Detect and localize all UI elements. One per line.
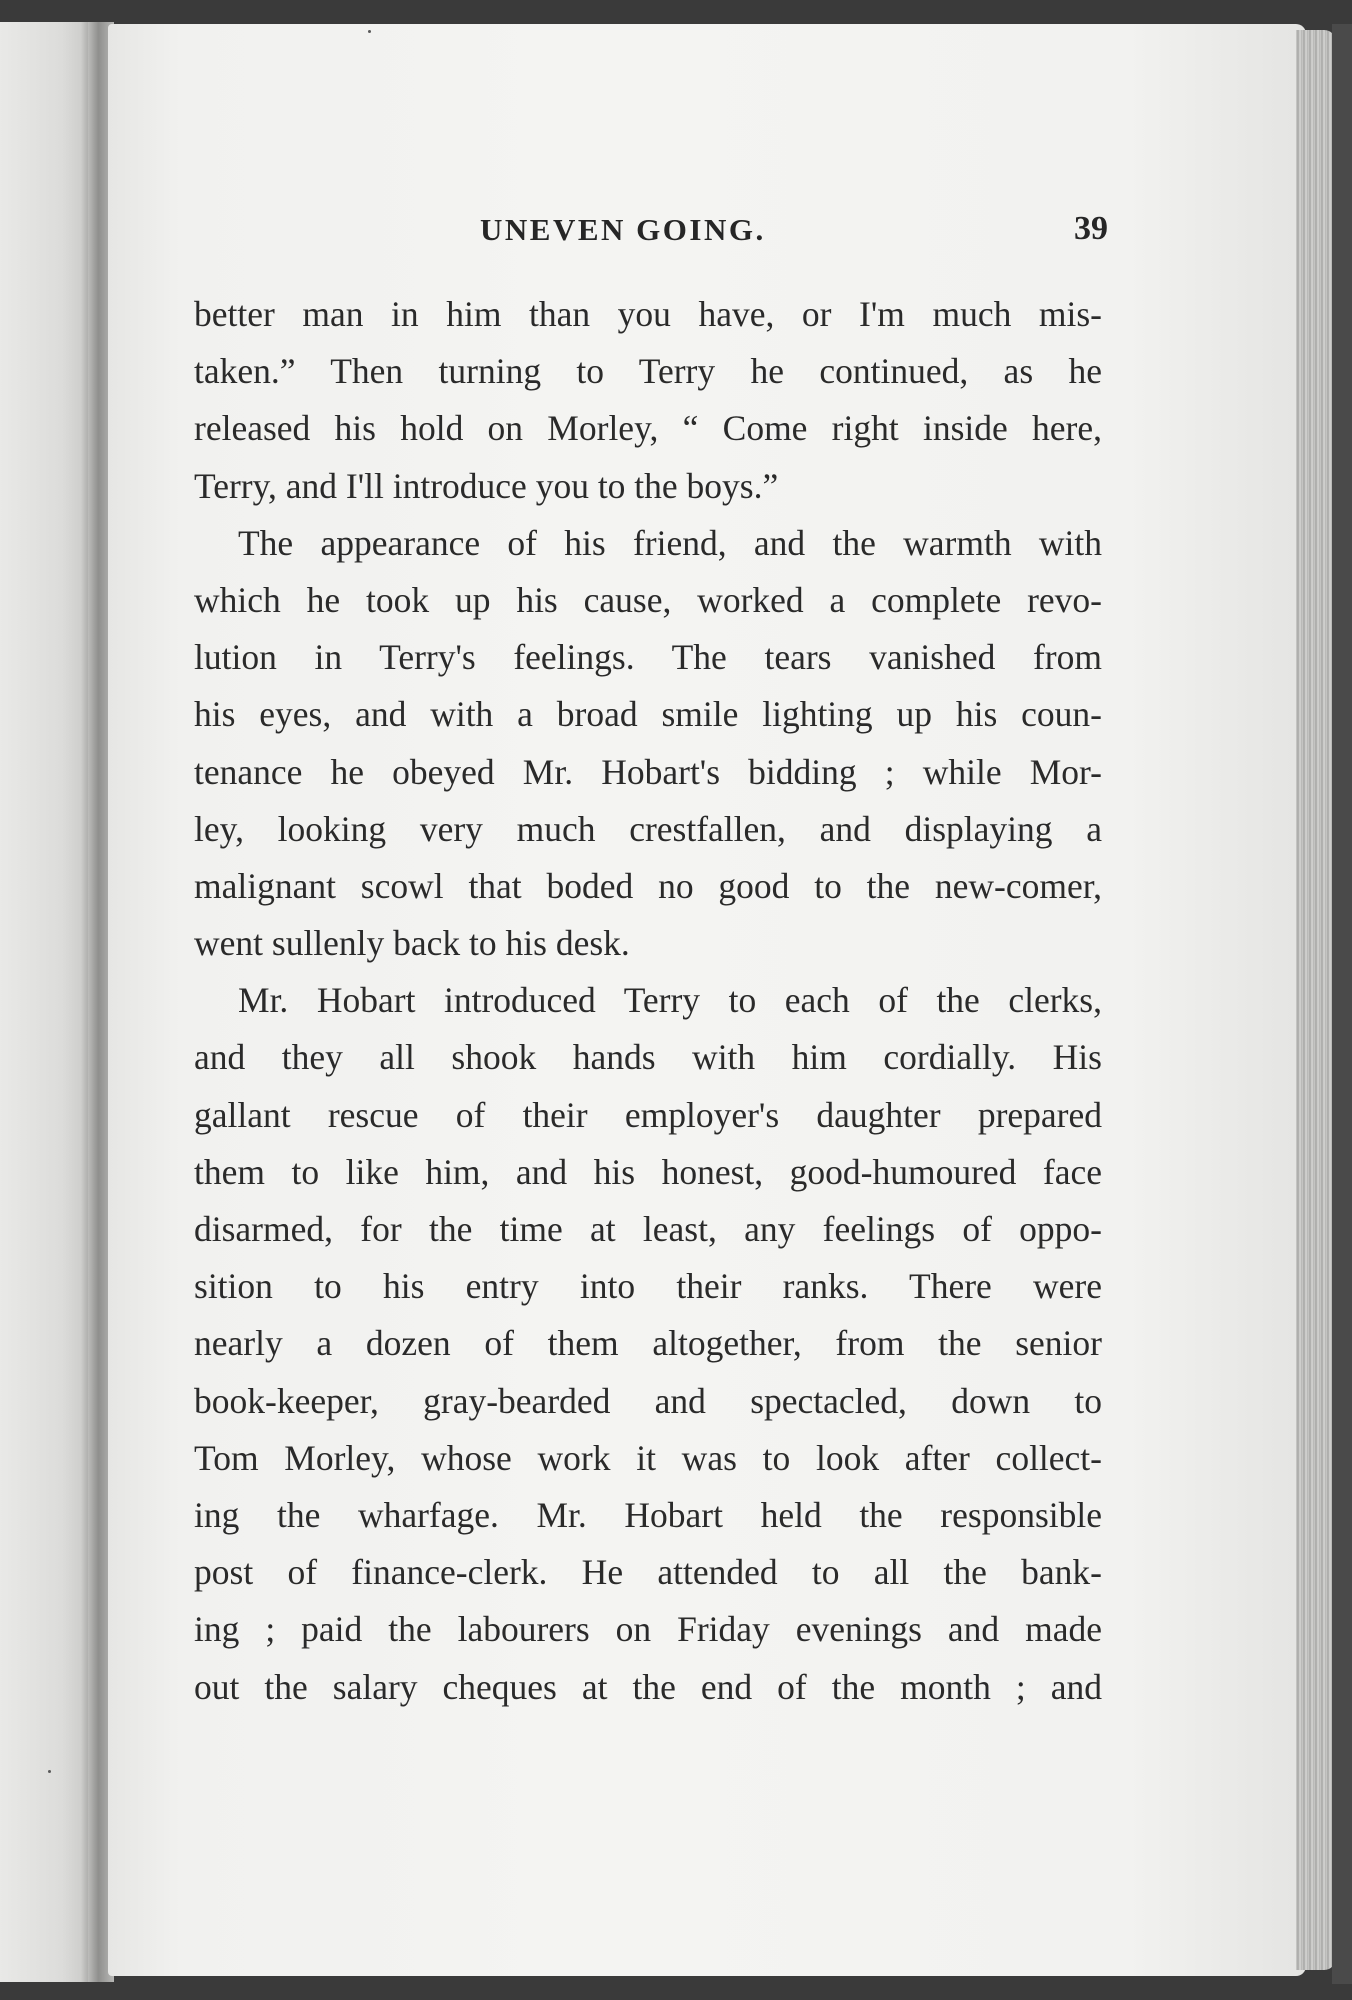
text-line: tenance he obeyed Mr. Hobart's bidding ; while Mor-: [194, 751, 1102, 792]
text-line: nearly a dozen of them altogether, from the senior: [194, 1323, 1102, 1364]
body-text: [194, 286, 1102, 1716]
text-line: gallant rescue of their employer's daughter prepared: [194, 1094, 1102, 1135]
text-line: Mr. Hobart introduced Terry to each of the clerks,: [238, 980, 1102, 1021]
text-line: disarmed, for the time at least, any feelings of oppo-: [194, 1209, 1102, 1249]
text-line: went sullenly back to his desk.: [194, 923, 630, 964]
text-line: and they all shook hands with him cordially. His: [194, 1037, 1102, 1078]
text-line: better man in him than you have, or I'm much mis-: [194, 294, 1102, 334]
text-line: his eyes, and with a broad smile lighting up his coun-: [194, 694, 1102, 735]
running-title: UNEVEN GOING.: [480, 212, 766, 247]
text-line: them to like him, and his honest, good-humoured face: [194, 1151, 1102, 1192]
text-line: ing the wharfage. Mr. Hobart held the responsible: [194, 1494, 1102, 1535]
text-line: which he took up his cause, worked a complete revo-: [194, 579, 1102, 620]
text-line: released his hold on Morley, “ Come right inside here,: [194, 408, 1102, 449]
text-line: out the salary cheques at the end of the month ; and: [194, 1666, 1102, 1707]
running-header: [196, 212, 1114, 256]
paper-speck: [368, 30, 371, 33]
text-line: book-keeper, gray-bearded and spectacled, down to: [194, 1380, 1102, 1421]
text-line: lution in Terry's feelings. The tears vanished from: [194, 637, 1102, 678]
page-number: 39: [1074, 210, 1108, 247]
text-line: taken.” Then turning to Terry he continued, as he: [194, 351, 1102, 392]
text-line: malignant scowl that boded no good to the new-comer,: [194, 865, 1102, 906]
text-line: ing ; paid the labourers on Friday evenings and made: [194, 1609, 1102, 1650]
text-line: post of finance-clerk. He attended to all the bank-: [194, 1552, 1102, 1593]
right-page-edges: [1296, 30, 1336, 1970]
text-line: Tom Morley, whose work it was to look after collect-: [194, 1437, 1102, 1478]
text-line: The appearance of his friend, and the warmth with: [238, 522, 1102, 563]
text-line: sition to his entry into their ranks. There were: [194, 1266, 1102, 1307]
text-line: Terry, and I'll introduce you to the boys.”: [194, 465, 779, 506]
paper-speck: [48, 1770, 51, 1773]
right-shadow: [1332, 24, 1352, 1984]
text-line: ley, looking very much crestfallen, and displaying a: [194, 808, 1102, 849]
